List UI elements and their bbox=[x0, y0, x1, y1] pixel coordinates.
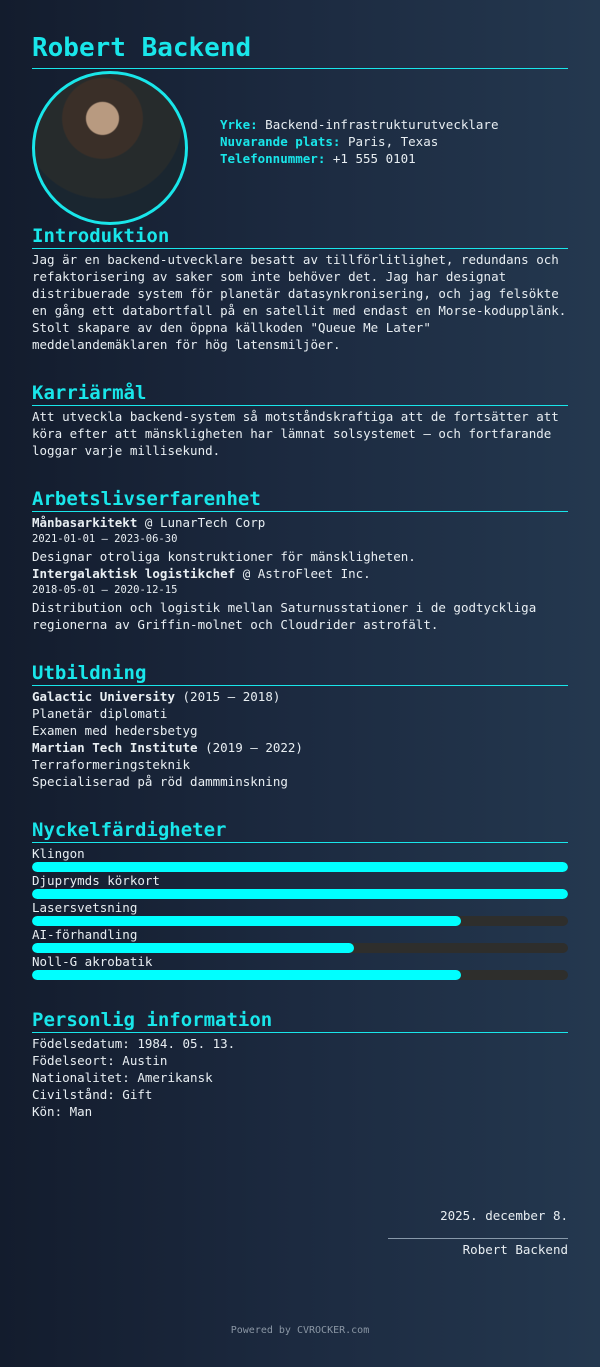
personal-item: Födelsedatum: 1984. 05. 13. bbox=[32, 1036, 236, 1051]
info-label: Nuvarande plats: bbox=[220, 134, 341, 149]
section-title: Utbildning bbox=[32, 661, 568, 686]
skill-item bbox=[32, 845, 568, 872]
personal-item: Nationalitet: Amerikansk bbox=[32, 1070, 213, 1085]
skill-bar-fill bbox=[32, 970, 461, 980]
skill-item bbox=[32, 953, 568, 980]
section-title: Personlig information bbox=[32, 1008, 568, 1033]
info-location bbox=[220, 133, 498, 150]
skill-bar bbox=[32, 889, 568, 899]
edu-school: Galactic University bbox=[32, 689, 175, 704]
edu-note: Examen med hedersbetyg bbox=[32, 723, 198, 738]
edu-degree: Planetär diplomati bbox=[32, 706, 168, 721]
cv bbox=[32, 30, 568, 1148]
skills-section bbox=[32, 818, 568, 980]
work-section bbox=[32, 487, 568, 633]
signature-date: 2025. december 8. bbox=[440, 1208, 568, 1223]
skill-bar bbox=[32, 916, 568, 926]
job-company: @ LunarTech Corp bbox=[144, 515, 266, 530]
job-desc: Designar otroliga konstruktioner för mänskligheten. bbox=[32, 549, 416, 564]
header-block bbox=[32, 69, 568, 224]
section-title: Arbetslivserfarenhet bbox=[32, 487, 568, 512]
info-phone bbox=[220, 150, 498, 167]
skill-name: AI-förhandling bbox=[32, 927, 138, 942]
skill-bar-fill bbox=[32, 889, 568, 899]
skill-name: Lasersvetsning bbox=[32, 900, 138, 915]
work-item bbox=[32, 514, 568, 565]
skill-bar-fill bbox=[32, 862, 568, 872]
profile-photo bbox=[32, 71, 188, 225]
skill-item bbox=[32, 926, 568, 953]
contact-info bbox=[220, 116, 498, 167]
skill-name: Noll-G akrobatik bbox=[32, 954, 153, 969]
job-desc: Distribution och logistik mellan Saturnusstationer i de godtyckliga regionerna av Griffin-molnet och Cloudrider astrofält. bbox=[32, 600, 537, 632]
signature-line bbox=[388, 1238, 568, 1239]
info-value: Backend-infrastrukturutvecklare bbox=[265, 117, 499, 132]
intro-section bbox=[32, 224, 568, 353]
edu-item bbox=[32, 739, 568, 790]
skill-item bbox=[32, 899, 568, 926]
info-job bbox=[220, 116, 498, 133]
name-title: Robert Backend bbox=[32, 30, 568, 69]
signature-name: Robert Backend bbox=[462, 1242, 568, 1257]
goal-section bbox=[32, 381, 568, 459]
footer-link[interactable]: Powered by CVROCKER.com bbox=[230, 1325, 370, 1336]
edu-note: Specialiserad på röd dammminskning bbox=[32, 774, 288, 789]
signature-block bbox=[388, 1207, 568, 1258]
info-value: Paris, Texas bbox=[347, 134, 439, 149]
job-dates: 2021-01-01 — 2023-06-30 bbox=[32, 533, 178, 545]
info-value: +1 555 0101 bbox=[332, 151, 416, 166]
personal-item: Födelseort: Austin bbox=[32, 1053, 168, 1068]
job-role: Intergalaktisk logistikchef bbox=[32, 566, 236, 581]
personal-item: Kön: Man bbox=[32, 1104, 93, 1119]
skill-bar bbox=[32, 943, 568, 953]
info-label: Yrke: bbox=[220, 117, 258, 132]
personal-section bbox=[32, 1008, 568, 1120]
skill-bar bbox=[32, 862, 568, 872]
skill-item bbox=[32, 872, 568, 899]
skill-name: Djuprymds körkort bbox=[32, 873, 160, 888]
edu-school: Martian Tech Institute bbox=[32, 740, 198, 755]
personal-item: Civilstånd: Gift bbox=[32, 1087, 153, 1102]
edu-item bbox=[32, 688, 568, 739]
job-company: @ AstroFleet Inc. bbox=[242, 566, 371, 581]
skill-bar bbox=[32, 970, 568, 980]
goal-text: Att utveckla backend-system så motståndskraftiga att de fortsätter att köra efter att mänskligheten har lämnat solsystemet — och fortfarande loggar varje millisekund. bbox=[32, 409, 559, 458]
skill-bar-fill bbox=[32, 943, 354, 953]
intro-text: Jag är en backend-utvecklare besatt av tillförlitlighet, redundans och refaktorisering av saker som inte behöver det. Jag har designat distribuerade system för planetär datasynkronisering, och jag felsökte en gång ett databortfall på en satellit med endast en Morse-kodupplänk. Stolt skapare av den öppna källkoden "Queue Me Later" meddelandemäklaren för hög latensmiljöer. bbox=[32, 252, 567, 352]
education-section bbox=[32, 661, 568, 790]
edu-years: (2015 — 2018) bbox=[182, 689, 281, 704]
section-title: Karriärmål bbox=[32, 381, 568, 406]
job-role: Månbasarkitekt bbox=[32, 515, 138, 530]
job-dates: 2018-05-01 — 2020-12-15 bbox=[32, 584, 178, 596]
info-label: Telefonnummer: bbox=[220, 151, 326, 166]
work-item bbox=[32, 565, 568, 633]
skill-name: Klingon bbox=[32, 846, 85, 861]
section-title: Introduktion bbox=[32, 224, 568, 249]
edu-years: (2019 — 2022) bbox=[205, 740, 303, 755]
skill-bar-fill bbox=[32, 916, 461, 926]
edu-degree: Terraformeringsteknik bbox=[32, 757, 191, 772]
section-title: Nyckelfärdigheter bbox=[32, 818, 568, 843]
